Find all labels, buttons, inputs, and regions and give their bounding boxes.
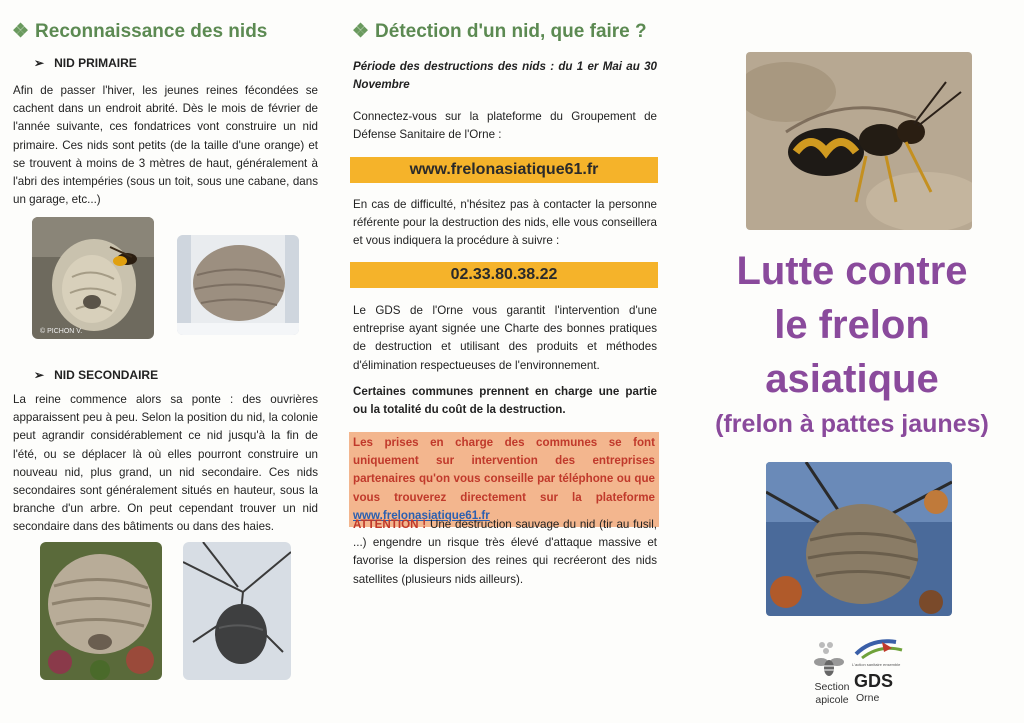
section-apicole-logo [810, 640, 850, 680]
heading-text: Reconnaissance des nids [35, 21, 268, 42]
attention-paragraph [353, 516, 657, 589]
website-link[interactable]: www.frelonasiatique61.fr [409, 161, 599, 178]
middle-panel [340, 0, 680, 723]
subtitle: (frelon à pattes jaunes) [715, 410, 989, 438]
connect-text: Connectez-vous sur la plateforme du Groupement de Défense Sanitaire de l'Orne : [353, 110, 657, 142]
nest-photo [766, 462, 952, 616]
left-panel [0, 0, 340, 723]
arrow-bullet-icon: ➢ [34, 368, 45, 382]
main-title [680, 244, 1024, 406]
subheading-text: NID PRIMAIRE [54, 56, 137, 70]
secondary-nest-photo-2 [183, 542, 291, 680]
right-panel [680, 0, 1024, 723]
logo1-line1: Section [814, 681, 850, 693]
hornet-nest-image [766, 462, 952, 616]
section-apicole-label [810, 681, 854, 707]
bee-icon [810, 640, 850, 680]
title-line-3: asiatique [765, 357, 939, 401]
diamond-bullet-icon: ❖ [12, 21, 30, 42]
primary-nest-photo-1 [32, 217, 154, 339]
diamond-bullet-icon: ❖ [352, 21, 370, 42]
title-line-1: Lutte contre [736, 249, 968, 293]
phone-banner[interactable] [350, 262, 658, 288]
hornet-primary-nest-image [32, 217, 154, 339]
gds-tagline: L'action sanitaire ensemble [852, 662, 901, 667]
section-heading-recognition [12, 20, 267, 43]
communes-text: Certaines communes prennent en charge une partie ou la totalité du coût de la destruction. [353, 385, 657, 417]
primary-nest-photo-2 [177, 235, 299, 335]
gds-swoosh-icon [852, 636, 908, 662]
difficulty-text: En cas de difficulté, n'hésitez pas à contacter la personne référente pour la destruction des nids, elle vous conseillera et vous indiquera la procédure à suivre : [353, 198, 657, 248]
photo-credit: © PICHON V. [40, 328, 83, 335]
arrow-bullet-icon: ➢ [34, 56, 45, 70]
note-text: Les prises en charge des communes se font uniquement sur intervention des entreprises partenaires qu'on vous conseille par téléphone ou que vous trouverez directement sur la plateforme [353, 436, 655, 504]
gds-sub-label: Orne [856, 692, 880, 704]
title-line-2: le frelon [774, 303, 930, 347]
attention-text: Une destruction sauvage du nid (tir au fusil, ...) engendre un risque très élevé d'attaque massive et favorise la dispersion des reines qui recréeront des nids satellites (plusieurs nids ailleurs). [353, 518, 657, 586]
primary-nest-image [177, 235, 299, 335]
destruction-period: Période des destructions des nids : du 1 er Mai au 30 Novembre [353, 60, 657, 92]
note-website-link[interactable]: www.frelonasiatique61.fr [353, 508, 490, 522]
secondary-nest-photo-1 [40, 542, 162, 680]
secondary-nest-large-image [40, 542, 162, 680]
hornet-photo [746, 52, 972, 230]
communes-note [349, 432, 659, 527]
asian-hornet-image [746, 52, 972, 230]
gds-logo [852, 636, 908, 670]
website-banner[interactable] [350, 157, 658, 183]
subheading-primary [34, 56, 137, 70]
attention-label: ATTENTION ! [353, 518, 427, 531]
heading-text: Détection d'un nid, que faire ? [375, 21, 647, 42]
section-heading-detection [352, 20, 647, 43]
primary-nest-text: Afin de passer l'hiver, les jeunes reines fécondées se cachent dans un endroit abrité. Dès le mois de février de l'année suivante, ces fondatrices vont construire un nid primaire. Ces nids sont petits (de la taille d'une orange) et se trouvent à moins de 3 mètres de haut, généralement à l'abri des intempéries (sous un toit, sous une cabane, dans un garage, etc...) [13, 84, 318, 207]
logo1-line2: apicole [815, 694, 849, 706]
secondary-nest-text: La reine commence alors sa ponte : des ouvrières apparaissent peu à peu. Selon la position du nid, la colonie peut agrandir considérablement ce nid jusqu'à la fin de l'été, ou se déplacer là où elles pourront construire un nouveau nid, plus grand, un nid secondaire. Ces nids secondaires sont généralement situés en hauteur, sous la branche d'un arbre. On peut cependant trouver un nid secondaire dans des bâtiments ou dans des haies. [13, 393, 318, 534]
secondary-nest-tree-image [183, 542, 291, 680]
phone-number[interactable]: 02.33.80.38.22 [450, 266, 558, 283]
gds-label: GDS [854, 671, 894, 691]
subheading-secondary [34, 368, 158, 382]
guarantee-text: Le GDS de l'Orne vous garantit l'intervention d'une entreprise ayant signée une Charte des bonnes pratiques de destruction et utilisant des produits et méthodes d'élimination respectueuses de l'environnement. [353, 304, 657, 372]
subheading-text: NID SECONDAIRE [54, 368, 159, 382]
